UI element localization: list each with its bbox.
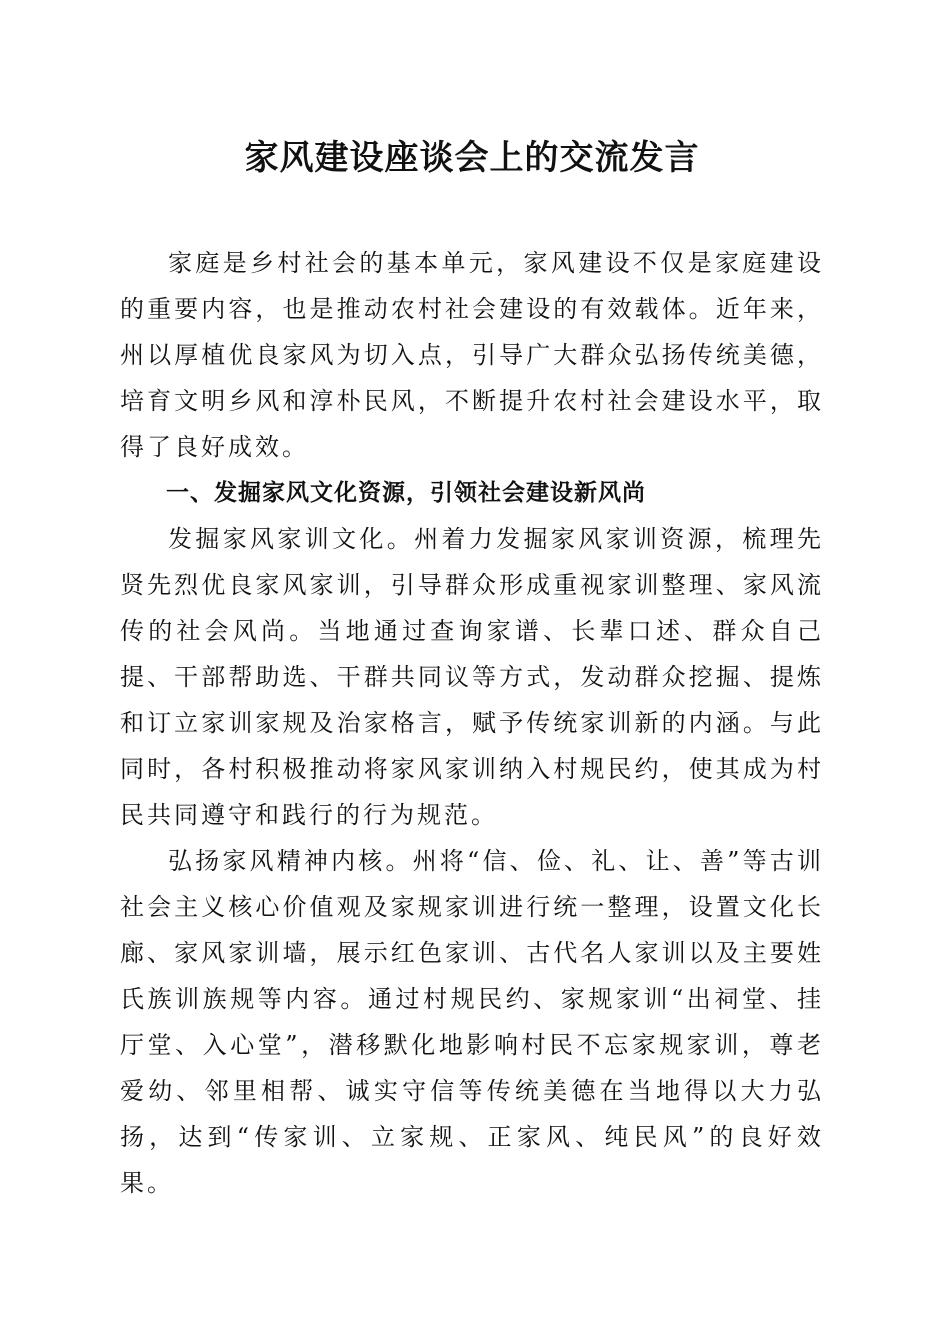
section-heading: 一、发掘家风文化资源，引领社会建设新风尚 bbox=[166, 480, 646, 506]
body-paragraph-2: 弘扬家风精神内核。州将“信、俭、礼、让、善”等古训社会主义核心价值观及家规家训进行统一整理，设置文化长廊、家风家训墙，展示红色家训、古代名人家训以及主要姓氏族训族规等内容。通过村规民约、家规家训“出祠堂、挂厅堂、入心堂”，潜移默化地影响村民不忘家规家训，尊老爱幼、邻里相帮、诚实守信等传统美德在当地得以大力弘扬，达到“传家训、立家规、正家风、纯民风”的良好效果。 bbox=[120, 847, 824, 1197]
body-paragraph-1: 发掘家风家训文化。州着力发掘家风家训资源，梳理先贤先烈优良家风家训，引导群众形成重视家训整理、家风流传的社会风尚。当地通过查询家谱、长辈口述、群众自己提、干部帮助选、干群共同议等方式，发动群众挖掘、提炼和订立家训家规及治家格言，赋予传统家训新的内涵。与此同时，各村积极推动将家风家训纳入村规民约，使其成为村民共同遵守和践行的行为规范。 bbox=[120, 525, 824, 829]
intro-paragraph: 家庭是乡村社会的基本单元，家风建设不仅是家庭建设的重要内容，也是推动农村社会建设的有效载体。近年来，州以厚植优良家风为切入点，引导广大群众弘扬传统美德，培育文明乡风和淳朴民风，不断提升农村社会建设水平，取得了良好成效。 bbox=[120, 249, 824, 461]
document-page bbox=[120, 128, 824, 1206]
document-title: 家风建设座谈会上的交流发言 bbox=[244, 138, 700, 178]
